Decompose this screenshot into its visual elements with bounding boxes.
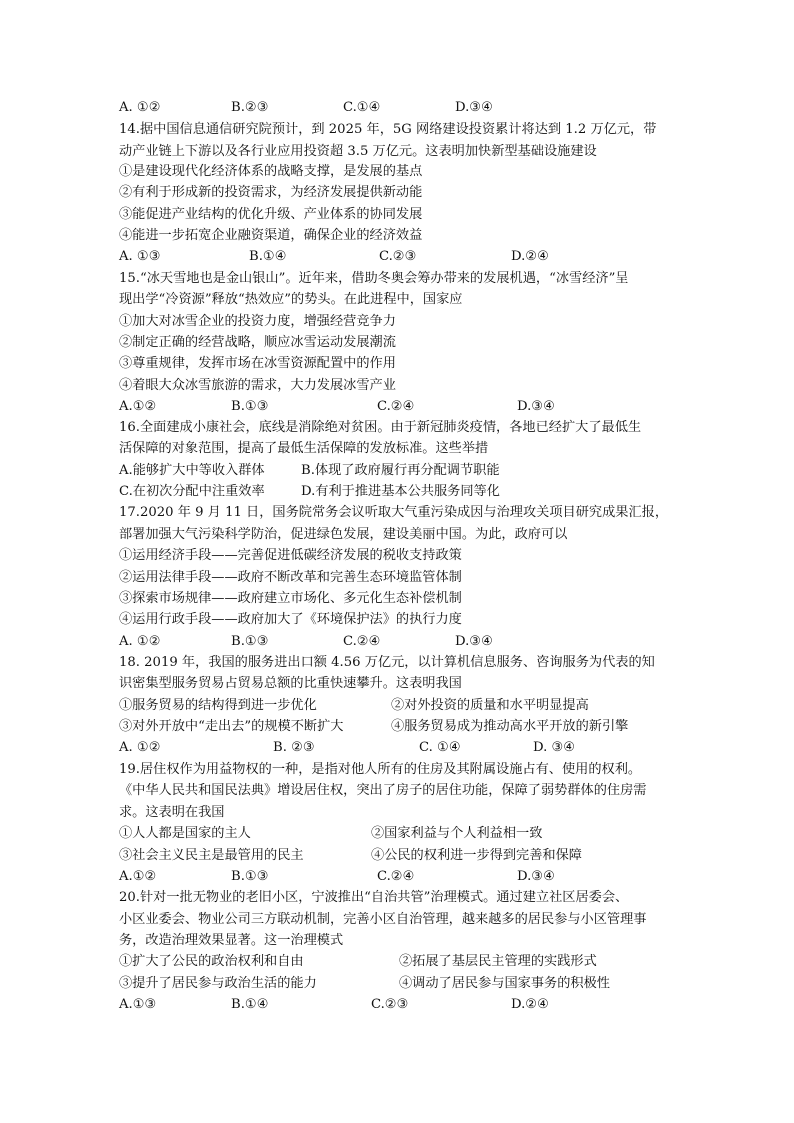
q19-item-3: ③社会主义民主是最管用的民主: [119, 848, 304, 863]
q15-option-c: C.②④: [377, 399, 415, 414]
q20-option-c: C.②③: [371, 997, 409, 1012]
q16-option-c: C.在初次分配中注重效率: [119, 484, 265, 499]
q18-stem-line-2: 识密集型服务贸易占贸易总额的比重快速攀升。这表明我国: [119, 676, 462, 691]
q20-item-4: ④调动了居民参与国家事务的积极性: [399, 976, 610, 991]
q17-stem-line-1: 17.2020 年 9 月 11 日，国务院常务会议听取大气重污染成因与治理攻关项目研究成果汇报，: [119, 505, 669, 520]
q17-option-b: B.①③: [231, 634, 269, 649]
q20-option-a: A.①③: [119, 997, 157, 1012]
q18-option-a: A. ①②: [119, 740, 161, 755]
q19-option-a: A.①②: [119, 869, 157, 884]
q18-item-3: ③对外开放中“走出去”的规模不断扩大: [119, 719, 344, 734]
q15-option-d: D.③④: [517, 399, 555, 414]
q19-stem-line-3: 求。这表明在我国: [119, 805, 225, 820]
q18-stem-line-1: 18. 2019 年，我国的服务进出口额 4.56 万亿元，以计算机信息服务、咨询服务为代表的知: [119, 655, 655, 670]
q20-items-row-2: [119, 973, 689, 995]
q18-items-row-1: [119, 695, 689, 717]
q14-item-1: ①是建设现代化经济体系的战略支撑，是发展的基点: [119, 164, 423, 179]
q18-options: [119, 737, 689, 759]
q14-item-2: ②有利于形成新的投资需求，为经济发展提供新动能: [119, 185, 423, 200]
q19-option-d: D.③④: [517, 869, 555, 884]
q14-option-c: C.②③: [379, 249, 417, 264]
q18-item-1: ①服务贸易的结构得到进一步优化: [119, 698, 317, 713]
q20-items-row-1: [119, 951, 689, 973]
q14-stem-line-1: 14.据中国信息通信研究院预计，到 2025 年，5G 网络建设投资累计将达到 1.2 万亿元，带: [119, 122, 657, 137]
q20-option-b: B.①④: [231, 997, 269, 1012]
q15-item-3: ③尊重规律，发挥市场在冰雪资源配置中的作用: [119, 356, 396, 371]
q17-item-1: ①运用经济手段——完善促进低碳经济发展的税收支持政策: [119, 548, 462, 563]
q19-options: [119, 866, 689, 888]
q19-option-b: B.①③: [231, 869, 269, 884]
q18-option-c: C. ①④: [419, 740, 461, 755]
q16-option-a: A.能够扩大中等收入群体: [119, 463, 265, 478]
q16-options-row-2: [119, 481, 689, 503]
q14-options: [119, 246, 689, 268]
q18-item-2: ②对外投资的质量和水平明显提高: [391, 698, 589, 713]
q14-option-b: B.①④: [249, 249, 287, 264]
q17-options: [119, 631, 689, 653]
q14-item-3: ③能促进产业结构的优化升级、产业体系的协同发展: [119, 207, 423, 222]
q20-stem-line-2: 小区业委会、物业公司三方联动机制，完善小区自治管理，越来越多的居民参与小区管理事: [119, 912, 647, 927]
q20-stem-line-3: 务，改造治理效果显著。这一治理模式: [119, 933, 344, 948]
q17-stem-line-2: 部署加强大气污染科学防治，促进绿色发展，建设美丽中国。为此，政府可以: [119, 527, 568, 542]
q19-item-2: ②国家利益与个人利益相一致: [371, 826, 543, 841]
q17-option-c: C.②④: [343, 634, 381, 649]
q19-stem-line-2: 《中华人民共和国民法典》增设居住权，突出了房子的居住功能，保障了弱势群体的住房需: [119, 783, 647, 798]
q20-stem-line-1: 20.针对一批无物业的老旧小区，宁波推出“自治共管”治理模式。通过建立社区居委会、: [119, 890, 629, 905]
q18-items-row-2: [119, 716, 689, 738]
q16-option-b: B.体现了政府履行再分配调节职能: [301, 463, 500, 478]
q15-item-2: ②制定正确的经营战略，顺应冰雪运动发展潮流: [119, 335, 396, 350]
q14-option-d: D.②④: [511, 249, 549, 264]
q15-options: [119, 396, 689, 418]
q20-option-d: D.②④: [511, 997, 549, 1012]
q20-options: [119, 994, 689, 1016]
q16-stem-line-1: 16.全面建成小康社会，底线是消除绝对贫困。由于新冠肺炎疫情，各地已经扩大了最低生: [119, 420, 642, 435]
q19-stem-line-1: 19.居住权作为用益物权的一种，是指对他人所有的住房及其附属设施占有、使用的权利。: [119, 762, 642, 777]
q20-item-1: ①扩大了公民的政治权利和自由: [119, 954, 304, 969]
q19-item-4: ④公民的权利进一步得到完善和保障: [371, 848, 582, 863]
q13-option-c: C.①④: [343, 100, 381, 115]
q18-option-d: D. ③④: [533, 740, 576, 755]
q18-item-4: ④服务贸易成为推动高水平开放的新引擎: [391, 719, 629, 734]
q14-stem-line-2: 动产业链上下游以及各行业应用投资超 3.5 万亿元。这表明加快新型基础设施建设: [119, 144, 597, 159]
q19-option-c: C.②④: [377, 869, 415, 884]
q19-item-1: ①人人都是国家的主人: [119, 826, 251, 841]
q20-item-2: ②拓展了基层民主管理的实践形式: [399, 954, 597, 969]
q19-items-row-1: [119, 823, 689, 845]
q15-option-a: A.①②: [119, 399, 157, 414]
q15-stem-line-2: 现出学“冷资源”释放“热效应”的势头。在此进程中，国家应: [119, 292, 463, 307]
q19-items-row-2: [119, 845, 689, 867]
q15-item-4: ④着眼大众冰雪旅游的需求，大力发展冰雪产业: [119, 378, 396, 393]
q17-item-2: ②运用法律手段——政府不断改革和完善生态环境监管体制: [119, 570, 462, 585]
q20-item-3: ③提升了居民参与政治生活的能力: [119, 976, 317, 991]
q13-option-d: D.③④: [455, 100, 493, 115]
q13-option-a: A. ①②: [119, 100, 161, 115]
q16-option-d: D.有利于推进基本公共服务同等化: [301, 484, 500, 499]
q13-options: [119, 97, 689, 119]
q15-stem-line-1: 15.“冰天雪地也是金山银山”。近年来，借助冬奥会筹办带来的发展机遇，“冰雪经济”呈: [119, 271, 629, 286]
q13-option-b: B.②③: [231, 100, 269, 115]
q15-item-1: ①加大对冰雪企业的投资力度，增强经营竞争力: [119, 314, 396, 329]
q16-options-row-1: [119, 460, 689, 482]
q17-item-3: ③探索市场规律——政府建立市场化、多元化生态补偿机制: [119, 591, 462, 606]
q18-option-b: B. ②③: [273, 740, 315, 755]
q17-option-d: D.③④: [455, 634, 493, 649]
q15-option-b: B.①③: [231, 399, 269, 414]
q17-option-a: A. ①②: [119, 634, 161, 649]
q14-item-4: ④能进一步拓宽企业融资渠道，确保企业的经济效益: [119, 228, 423, 243]
q17-item-4: ④运用行政手段——政府加大了《环境保护法》的执行力度: [119, 612, 462, 627]
q16-stem-line-2: 活保障的对象范围，提高了最低生活保障的发放标准。这些举措: [119, 441, 489, 456]
q14-option-a: A. ①③: [119, 249, 161, 264]
